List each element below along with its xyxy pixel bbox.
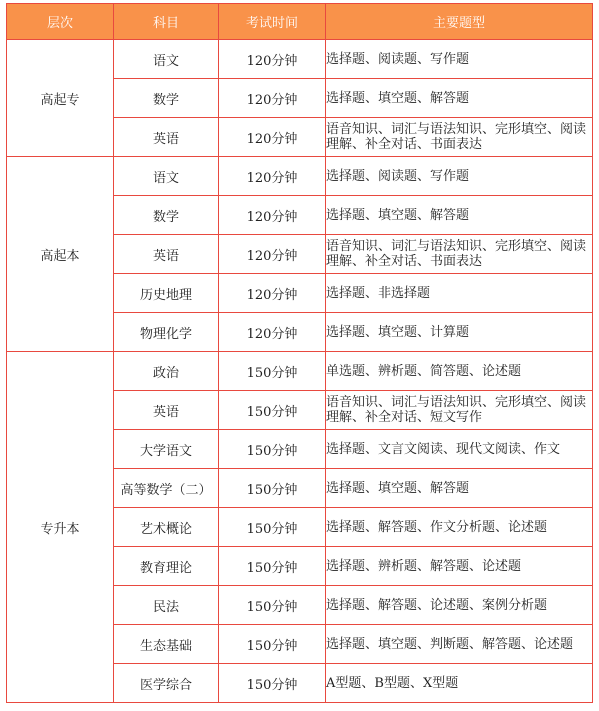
exam-time-cell: 150分钟 — [219, 664, 326, 703]
exam-time-cell: 120分钟 — [219, 79, 326, 118]
subject-cell: 数学 — [114, 196, 219, 235]
header-row — [7, 4, 593, 40]
question-types-cell: A型题、B型题、X型题 — [326, 664, 593, 703]
question-types-cell: 语音知识、词汇与语法知识、完形填空、阅读理解、补全对话、书面表达 — [326, 118, 593, 157]
subject-cell: 历史地理 — [114, 274, 219, 313]
exam-time-cell: 150分钟 — [219, 625, 326, 664]
exam-time-cell: 150分钟 — [219, 391, 326, 430]
question-types-cell: 选择题、填空题、解答题 — [326, 196, 593, 235]
subject-cell: 语文 — [114, 40, 219, 79]
exam-time-cell: 120分钟 — [219, 313, 326, 352]
subject-cell: 数学 — [114, 79, 219, 118]
subject-cell: 生态基础 — [114, 625, 219, 664]
subject-cell: 英语 — [114, 235, 219, 274]
exam-time-cell: 120分钟 — [219, 196, 326, 235]
exam-table-container — [6, 3, 593, 703]
header-types: 主要题型 — [326, 4, 593, 40]
table-row — [7, 157, 593, 196]
question-types-cell: 选择题、文言文阅读、现代文阅读、作文 — [326, 430, 593, 469]
header-subject: 科目 — [114, 4, 219, 40]
question-types-cell: 选择题、辨析题、解答题、论述题 — [326, 547, 593, 586]
subject-cell: 教育理论 — [114, 547, 219, 586]
table-row — [7, 352, 593, 391]
level-cell: 高起专 — [7, 40, 114, 157]
subject-cell: 政治 — [114, 352, 219, 391]
exam-time-cell: 150分钟 — [219, 352, 326, 391]
table-header — [7, 4, 593, 40]
exam-time-cell: 150分钟 — [219, 508, 326, 547]
header-level: 层次 — [7, 4, 114, 40]
exam-subjects-table — [6, 3, 593, 703]
subject-cell: 民法 — [114, 586, 219, 625]
level-cell: 高起本 — [7, 157, 114, 352]
table-body — [7, 40, 593, 703]
table-row — [7, 40, 593, 79]
question-types-cell: 选择题、阅读题、写作题 — [326, 157, 593, 196]
question-types-cell: 选择题、解答题、作文分析题、论述题 — [326, 508, 593, 547]
subject-cell: 大学语文 — [114, 430, 219, 469]
level-cell: 专升本 — [7, 352, 114, 703]
exam-time-cell: 150分钟 — [219, 586, 326, 625]
question-types-cell: 语音知识、词汇与语法知识、完形填空、阅读理解、补全对话、短文写作 — [326, 391, 593, 430]
exam-time-cell: 120分钟 — [219, 235, 326, 274]
exam-time-cell: 150分钟 — [219, 430, 326, 469]
subject-cell: 英语 — [114, 391, 219, 430]
question-types-cell: 选择题、阅读题、写作题 — [326, 40, 593, 79]
subject-cell: 医学综合 — [114, 664, 219, 703]
question-types-cell: 选择题、解答题、论述题、案例分析题 — [326, 586, 593, 625]
exam-time-cell: 120分钟 — [219, 157, 326, 196]
question-types-cell: 选择题、填空题、判断题、解答题、论述题 — [326, 625, 593, 664]
subject-cell: 英语 — [114, 118, 219, 157]
header-time: 考试时间 — [219, 4, 326, 40]
subject-cell: 语文 — [114, 157, 219, 196]
question-types-cell: 选择题、非选择题 — [326, 274, 593, 313]
subject-cell: 艺术概论 — [114, 508, 219, 547]
question-types-cell: 选择题、填空题、解答题 — [326, 469, 593, 508]
question-types-cell: 语音知识、词汇与语法知识、完形填空、阅读理解、补全对话、书面表达 — [326, 235, 593, 274]
subject-cell: 高等数学（二） — [114, 469, 219, 508]
subject-cell: 物理化学 — [114, 313, 219, 352]
question-types-cell: 选择题、填空题、解答题 — [326, 79, 593, 118]
exam-time-cell: 150分钟 — [219, 469, 326, 508]
question-types-cell: 单选题、辨析题、简答题、论述题 — [326, 352, 593, 391]
exam-time-cell: 120分钟 — [219, 40, 326, 79]
exam-time-cell: 120分钟 — [219, 274, 326, 313]
exam-time-cell: 150分钟 — [219, 547, 326, 586]
question-types-cell: 选择题、填空题、计算题 — [326, 313, 593, 352]
exam-time-cell: 120分钟 — [219, 118, 326, 157]
